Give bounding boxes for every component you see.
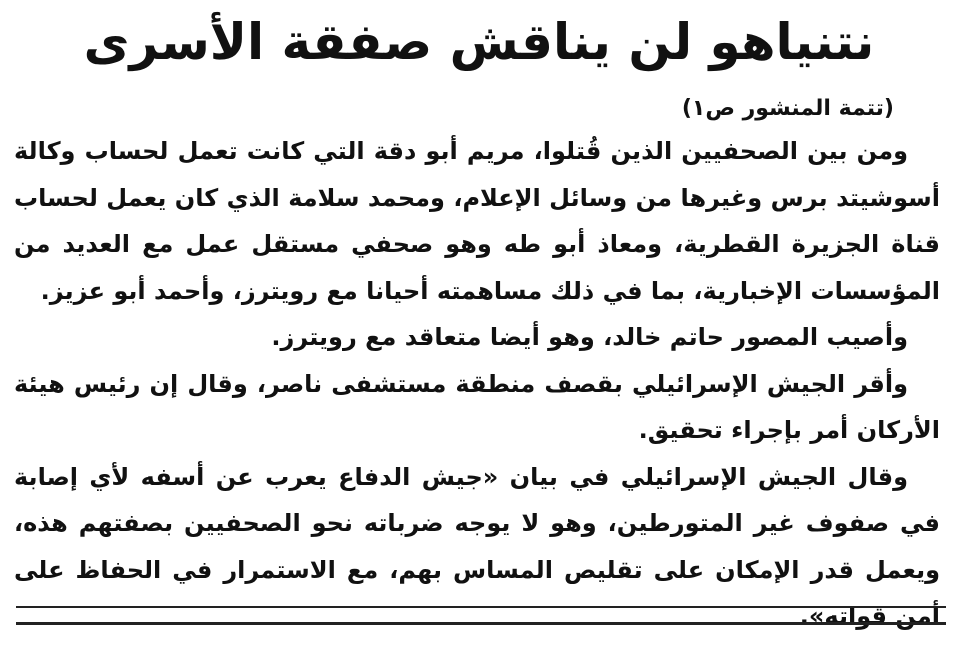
paragraph-army-acknowledged: وأقر الجيش الإسرائيلي بقصف منطقة مستشفى ناصر، وقال إن رئيس هيئة الأركان أمر بإجراء تحقيق. — [14, 369, 940, 444]
paragraph-photographer-injured: وأصيب المصور حاتم خالد، وهو أيضا متعاقد مع رويترز. — [271, 323, 908, 351]
continuation-note: (تتمة المنشور ص١) — [681, 96, 894, 121]
article-headline: نتنياهو لن يناقش صفقة الأسرى — [83, 13, 875, 71]
article-end-rule — [16, 606, 946, 608]
article-body — [14, 90, 940, 640]
column-divider-rule — [16, 622, 946, 625]
paragraph-journalists-killed: ومن بين الصحفيين الذين قُتلوا، مريم أبو دقة التي كانت تعمل لحساب وكالة أسوشيتد برس وغيرها من وسائل الإعلام، ومحمد سلامة الذي كان يعمل لحساب قناة الجزيرة القطرية، ومعاذ أبو طه وهو صحفي مستقل عمل مع العديد من المؤسسات الإخبارية، بما في ذلك مساهمته أحيانا مع رويترز، وأحمد أبو عزيز. — [14, 137, 940, 305]
paragraph-army-statement: وقال الجيش الإسرائيلي في بيان «جيش الدفاع يعرب عن أسفه لأي إصابة في صفوف غير المتورطين، وهو لا يوجه ضرباته نحو الصحفيين بصفتهم هذه، ويعمل قدر الإمكان على تقليص المساس بهم، مع الاستمرار في الحفاظ على أمن قواته». — [14, 462, 940, 630]
